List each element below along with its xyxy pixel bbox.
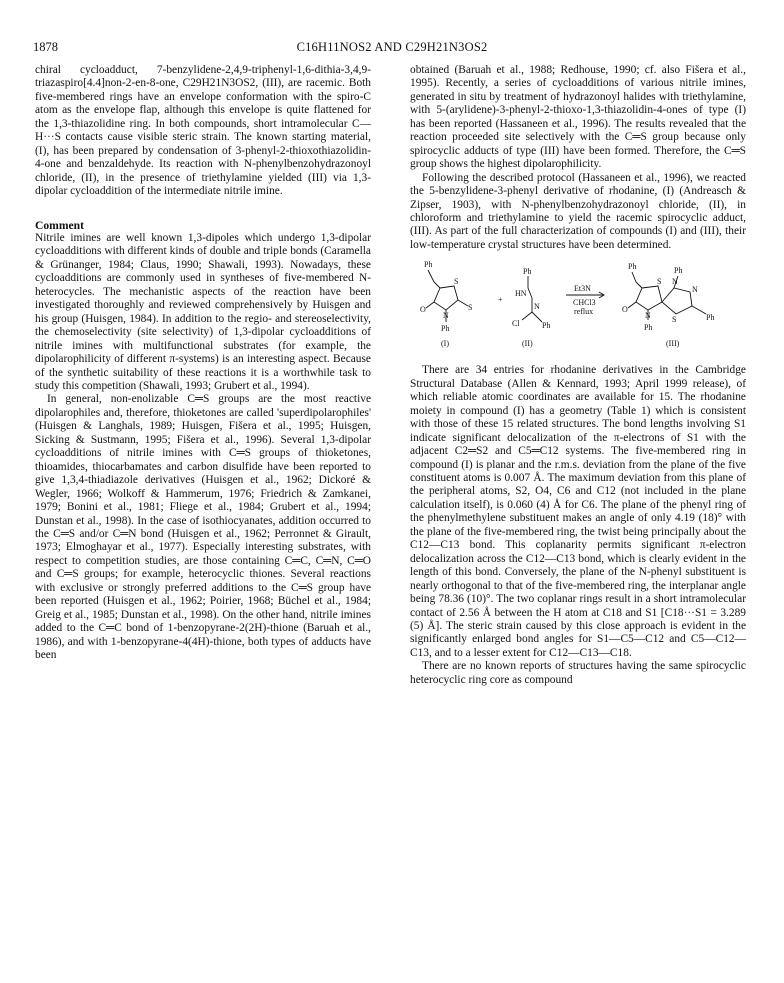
scheme-reagent-base: Et3N bbox=[574, 284, 591, 294]
scheme-ph-6: Ph bbox=[644, 323, 653, 333]
right-column bbox=[410, 64, 746, 687]
label-compound-3: (III) bbox=[666, 339, 680, 349]
scheme-n-2: N bbox=[534, 302, 540, 312]
scheme-ph-2: Ph bbox=[441, 324, 450, 334]
right-paragraph-4: There are no known reports of structures having the same spirocyclic heterocyclic ring core as compound bbox=[410, 660, 746, 686]
scheme-o-2: O bbox=[622, 305, 628, 315]
label-compound-2: (II) bbox=[522, 339, 533, 349]
scheme-n-3: N bbox=[645, 311, 651, 321]
scheme-ph-4: Ph bbox=[542, 321, 551, 331]
scheme-n-1: N bbox=[443, 311, 449, 321]
right-paragraph-1: obtained (Baruah et al., 1988; Redhouse, 1990; cf. also Fišera et al., 1995). Recently, a series of cycloadditions of various nitrile imines, generated in situ by treatment of hydrazonoyl halides with triethylamine, with 5-(arylidene)-3-phenyl-2-thioxo-1,3-thiazolidin-4-ones of type (I) has been reported (Hassaneen et al., 1996). The results revealed that the reaction proceeded site selectively with the C═S group because only spirocyclic adducts of type (III) have been formed. Therefore, the C═S group shows the highest dipolarophilicity. bbox=[410, 64, 746, 171]
running-title: C16H11NOS2 AND C29H21N3OS2 bbox=[296, 40, 488, 54]
label-compound-1: (I) bbox=[441, 339, 449, 349]
scheme-ph-3: Ph bbox=[523, 267, 532, 277]
scheme-s-1: S bbox=[454, 277, 459, 287]
reaction-scheme bbox=[410, 258, 746, 358]
comment-paragraph-2: In general, non-enolizable C═S groups are the most reactive dipolarophiles and, therefore, thioketones are called 'superdipolarophiles' (Huisgen & Langhals, 1989; Huisgen, Fišera et al., 1995; Huisgen, Sicking & Sustmann, 1995; Fišera et al., 1996). Several 1,3-dipolar cycloadditions of nitrile imines with C═S groups of thioketones, thioamides, thiocarbamates and carbon disulfide have been reported to give 1,3,4-thiadiazole derivatives (Huisgen et al., 1962; Dickoré & Wegler, 1966; Wolkoff & Hammerum, 1976; Friedrich & Zamkanei, 1979; Bonini et al., 1981; Fliege et al., 1984; Grubert et al., 1994; Dunstan et al., 1998). In the case of isothiocyanates, addition occurred to the C═S and/or C═N bond (Huisgen et al., 1962; Perronnet & Girault, 1973; Elmoghayar et al., 1977). Especially interesting substrates, with respect to competition studies, are those containing C═C, C═N, C═O and C═S groups; for example, heterocyclic thiones. Several reactions with exclusive or strongly preferred additions to the C═S group have been reported (Huisgen et al., 1962; Poirier, 1968; Büchel et al., 1984; Greig et al., 1985; Dunstan et al., 1998). On the other hand, nitrile imines added to the C═C bond of 1-benzopyrane-2(2H)-thione (Baruah et al., 1986), and with 1-benzopyrane-4(4H)-thione, both types of adducts have been bbox=[35, 393, 371, 662]
scheme-ph-5: Ph bbox=[628, 262, 637, 272]
scheme-ph-7: Ph bbox=[674, 266, 683, 276]
scheme-hn: HN bbox=[515, 289, 527, 299]
scheme-o-1: O bbox=[420, 305, 426, 315]
scheme-s-4: S bbox=[672, 315, 677, 325]
comment-paragraph-1: Nitrile imines are well known 1,3-dipoles which undergo 1,3-dipolar cycloadditions with different kinds of double and triple bonds (Caramella & Grünanger, 1984; Claus, 1990; Shawali, 1993). Nowadays, these cycloadditions are commonly used in syntheses of five-membered N-heterocycles. The mechanistic aspects of the reaction have been investigated thoroughly and reviewed comprehensively by Huisgen and his group (Huisgen, 1984). In addition to the regio- and stereoselectivity, the chemoselectivity (site selectivity) of 1,3-dipolar cycloadditions of nitrile imines with multifunctional substrates (for example, the dipolarophilicity of different π-systems) is an interesting aspect. Because of the synthetic suitability of these reactions it is a worthwhile task to study this competition (Shawali, 1993; Grubert et al., 1994). bbox=[35, 231, 371, 392]
page-number: 1878 bbox=[33, 40, 58, 54]
scheme-n-4: N bbox=[672, 277, 678, 287]
scheme-ph-8: Ph bbox=[706, 313, 715, 323]
scheme-n-5: N bbox=[692, 285, 698, 295]
right-paragraph-3: There are 34 entries for rhodanine derivatives in the Cambridge Structural Database (Allen & Kennard, 1993; April 1999 release), of which reliable atomic coordinates are available for 15. The rhodanine moiety in compound (I) has a geometry (Table 1) which is consistent with those of these 15 related structures. The bond lengths involving S1 indicate significant delocalization of the π-electrons of S1 with the adjacent C2═S2 and C5═C12 systems. The five-membered ring in compound (I) is planar and the r.m.s. deviation from the plane of the five constituent atoms is 0.007 Å. The maximum deviation from this plane of the peripheral atoms, S2, O4, C6 and C12 (not included in the plane calculation itself), is 0.060 (4) Å for C6. The plane of the phenyl ring of the phenylmethylene substituent makes an angle of only 4.19 (18)° with the plane of the five-membered ring, the twist being principally about the C12—C13 bond. This coplanarity permits significant π-electron delocalization across the C12—C13 bond, which is clearly evident in the length of this bond. Conversely, the plane of the N-phenyl substituent is nearly orthogonal to that of the five-membered ring, the interplanar angle being 78.36 (10)°. The two coplanar rings result in a short intramolecular contact of 2.56 Å between the H atom at C18 and S1 [C18···S1 = 3.289 (5) Å]. The steric strain caused by this close approach is evident in the significantly enlarged bond angles for S1—C5—C12 and C5—C12—C13, and to a lesser extent for C12—C13—C18. bbox=[410, 364, 746, 659]
scheme-s-3: S bbox=[657, 277, 662, 287]
scheme-s-2: S bbox=[468, 303, 473, 313]
intro-paragraph: chiral cycloadduct, 7-benzylidene-2,4,9-triphenyl-1,6-dithia-3,4,9-triazaspiro[4.4]non-2-en-8-one, C29H21N3OS2, (III), are racemic. Both five-membered rings have an envelope conformation with the spiro-C atom as the envelope flap, although this envelope is quite flattened for the 1,3-thiazolidine ring. In both compounds, short intramolecular C—H···S contacts cause visible steric strain. The known starting material, (I), has been prepared by condensation of 3-phenyl-2-thioxothiazolidin-4-one and benzaldehyde. Its reaction with N-phenylbenzohydrazonoyl chloride, (II), in the presence of triethylamine yielded (III) via 1,3-dipolar cycloaddition of the intermediate nitrile imine. bbox=[35, 64, 371, 198]
scheme-reagent-solvent: CHCl3 bbox=[573, 298, 596, 308]
left-column bbox=[35, 64, 371, 662]
reaction-scheme-drawing bbox=[410, 258, 746, 358]
scheme-ph-1: Ph bbox=[424, 260, 433, 270]
right-paragraph-2: Following the described protocol (Hassaneen et al., 1996), we reacted the 5-benzylidene-3-phenyl derivative of rhodanine, (I) (Andreasch & Zipser, 1903), with N-phenylbenzohydrazonoyl chloride, (II), in chloroform and triethylamine to yield the racemic spirocyclic adduct, (III). As part of the full characterization of compounds (I) and (III), their low-temperature crystal structures have been determined. bbox=[410, 171, 746, 251]
scheme-reagent-condition: reflux bbox=[574, 307, 594, 317]
comment-heading: Comment bbox=[35, 218, 84, 232]
scheme-plus: + bbox=[498, 295, 503, 305]
page-header bbox=[33, 40, 751, 56]
scheme-cl: Cl bbox=[512, 319, 520, 329]
